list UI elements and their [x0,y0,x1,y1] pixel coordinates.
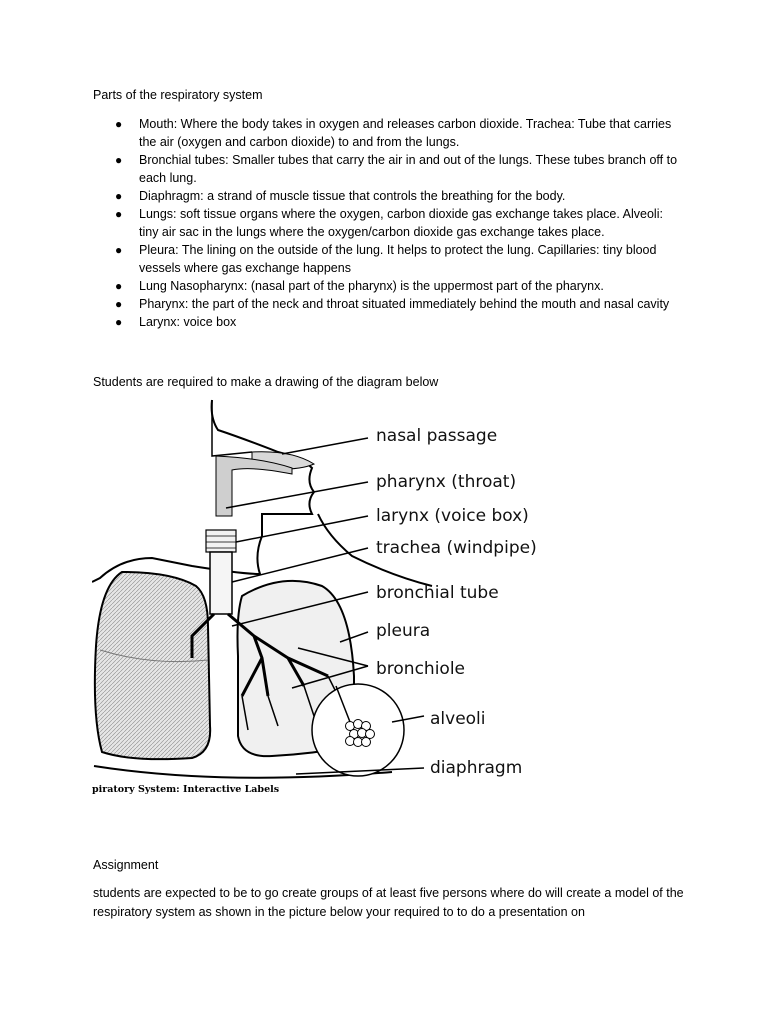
label-bronchiole: bronchiole [376,659,466,679]
label-larynx: larynx (voice box) [376,506,529,526]
list-item: ● Diaphragm: a strand of muscle tissue that controls the breathing for the body. [115,189,566,203]
bullet-icon: ● [115,153,123,167]
label-bronchial-tube: bronchial tube [376,583,499,603]
bullet-icon: ● [115,243,123,257]
parts-list [93,115,683,331]
label-diaphragm: diaphragm [430,758,523,778]
label-alveoli: alveoli [430,709,486,729]
list-item: ● Lung Nasopharynx: (nasal part of the pharynx) is the uppermost part of the pharynx. [115,279,604,293]
respiratory-diagram [92,396,682,796]
list-item: ● Larynx: voice box [115,315,237,329]
bullet-icon: ● [115,117,123,131]
instruction-text: Students are required to make a drawing of the diagram below [93,375,439,389]
larynx-shape [206,530,236,552]
bullet-icon: ● [115,189,123,203]
bullet-icon: ● [115,207,123,221]
list-item: ● Lungs: soft tissue organs where the oxygen, carbon dioxide gas exchange takes place. Alveoli: tiny air sac in the lungs where the oxygen/carbon dioxide gas exchange takes place. [115,207,663,239]
alveoli-cluster [346,720,375,747]
diagram-caption: piratory System: Interactive Labels [92,784,280,795]
page-title: Parts of the respiratory system [93,88,263,102]
assignment-heading: Assignment [93,858,159,872]
list-item: ● Pharynx: the part of the neck and throat situated immediately behind the mouth and nasal cavity [115,297,670,311]
bullet-icon: ● [115,297,123,311]
label-pleura: pleura [376,621,431,641]
list-item: ● Pleura: The lining on the outside of the lung. It helps to protect the lung. Capillaries: tiny blood vessels where gas exchange happens [115,243,657,275]
body-outline [92,400,314,582]
label-pharynx: pharynx (throat) [376,472,517,492]
left-lung [95,572,210,759]
bullet-icon: ● [115,279,123,293]
list-item: ● Bronchial tubes: Smaller tubes that carry the air in and out of the lungs. These tubes branch off to each lung. [115,153,678,185]
label-trachea: trachea (windpipe) [376,538,537,558]
assignment-body: students are expected to be to go create groups of at least five persons where do will create a model of the respiratory system as shown in the picture below your required to to do a presentation on [93,886,684,919]
trachea-shape [210,552,232,614]
label-nasal-passage: nasal passage [376,426,498,446]
bullet-icon: ● [115,315,123,329]
list-item: ● Mouth: Where the body takes in oxygen and releases carbon dioxide. Trachea: Tube that carries the air (oxygen and carbon dioxide) to and from the lungs. [115,117,672,149]
